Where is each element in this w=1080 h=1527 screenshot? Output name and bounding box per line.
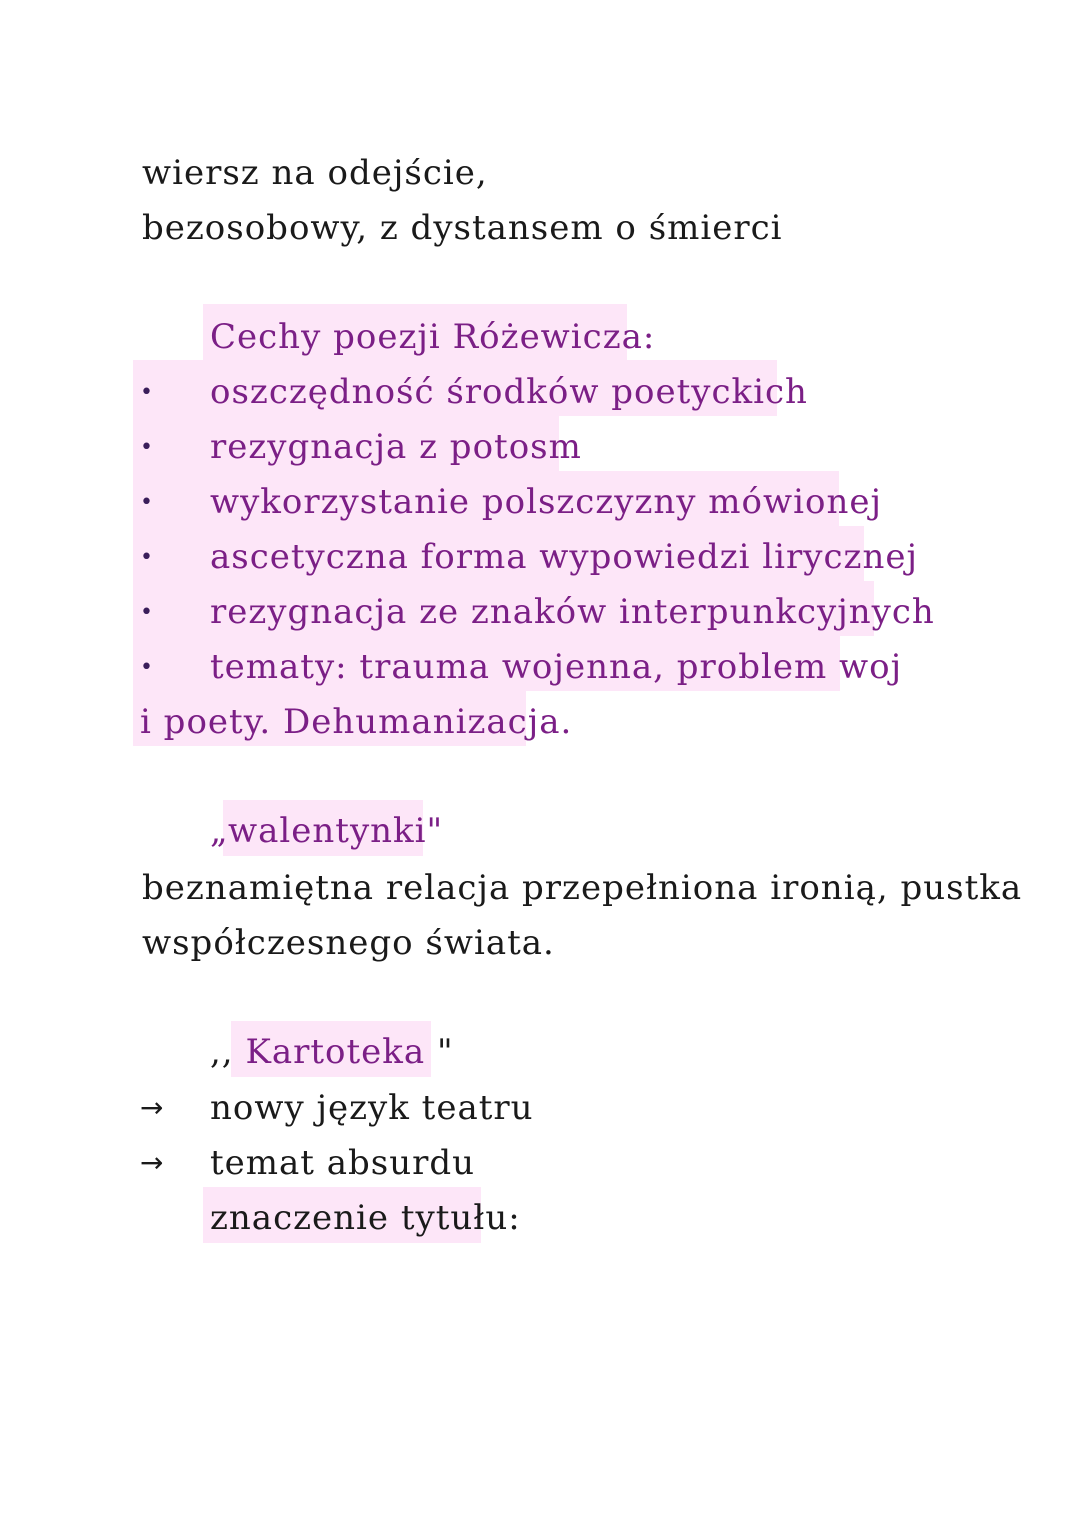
feature-item-6: tematy: trauma wojenna, problem woj: [210, 647, 903, 687]
feature-item-1: oszczędność środków poetyckich: [210, 372, 808, 412]
bullet-icon: •: [140, 600, 154, 625]
feature-item-3: wykorzystanie polszczyzny mówionej: [210, 482, 883, 522]
close-quote: ": [436, 1032, 454, 1072]
kartoteka-item-1: nowy język teatru: [210, 1088, 534, 1128]
kartoteka-title: Kartoteka: [245, 1032, 426, 1072]
bullet-icon: •: [140, 435, 154, 460]
kartoteka-title-row: [210, 1029, 454, 1075]
kartoteka-meaning: znaczenie tytułu:: [210, 1198, 521, 1238]
open-quote: ,,: [210, 1032, 234, 1072]
features-heading: Cechy poezji Różewicza:: [210, 317, 656, 357]
kartoteka-item-2: temat absurdu: [210, 1143, 476, 1183]
intro-line-1: wiersz na odejście,: [142, 153, 488, 193]
feature-continuation: i poety. Dehumanizacja.: [140, 702, 573, 742]
bullet-icon: •: [140, 380, 154, 405]
feature-item-4: ascetyczna forma wypowiedzi lirycznej: [210, 537, 919, 577]
walentynki-line-2: współczesnego świata.: [142, 923, 555, 963]
arrow-icon: →: [140, 1146, 165, 1179]
arrow-icon: →: [140, 1091, 165, 1124]
bullet-icon: •: [140, 655, 154, 680]
walentynki-title: „walentynki": [210, 811, 444, 851]
intro-line-2: bezosobowy, z dystansem o śmierci: [142, 208, 783, 248]
bullet-icon: •: [140, 490, 154, 515]
bullet-icon: •: [140, 545, 154, 570]
feature-item-2: rezygnacja z potosm: [210, 427, 582, 467]
feature-item-5: rezygnacja ze znaków interpunkcyjnych: [210, 592, 935, 632]
walentynki-line-1: beznamiętna relacja przepełniona ironią, pustka: [142, 868, 1023, 908]
